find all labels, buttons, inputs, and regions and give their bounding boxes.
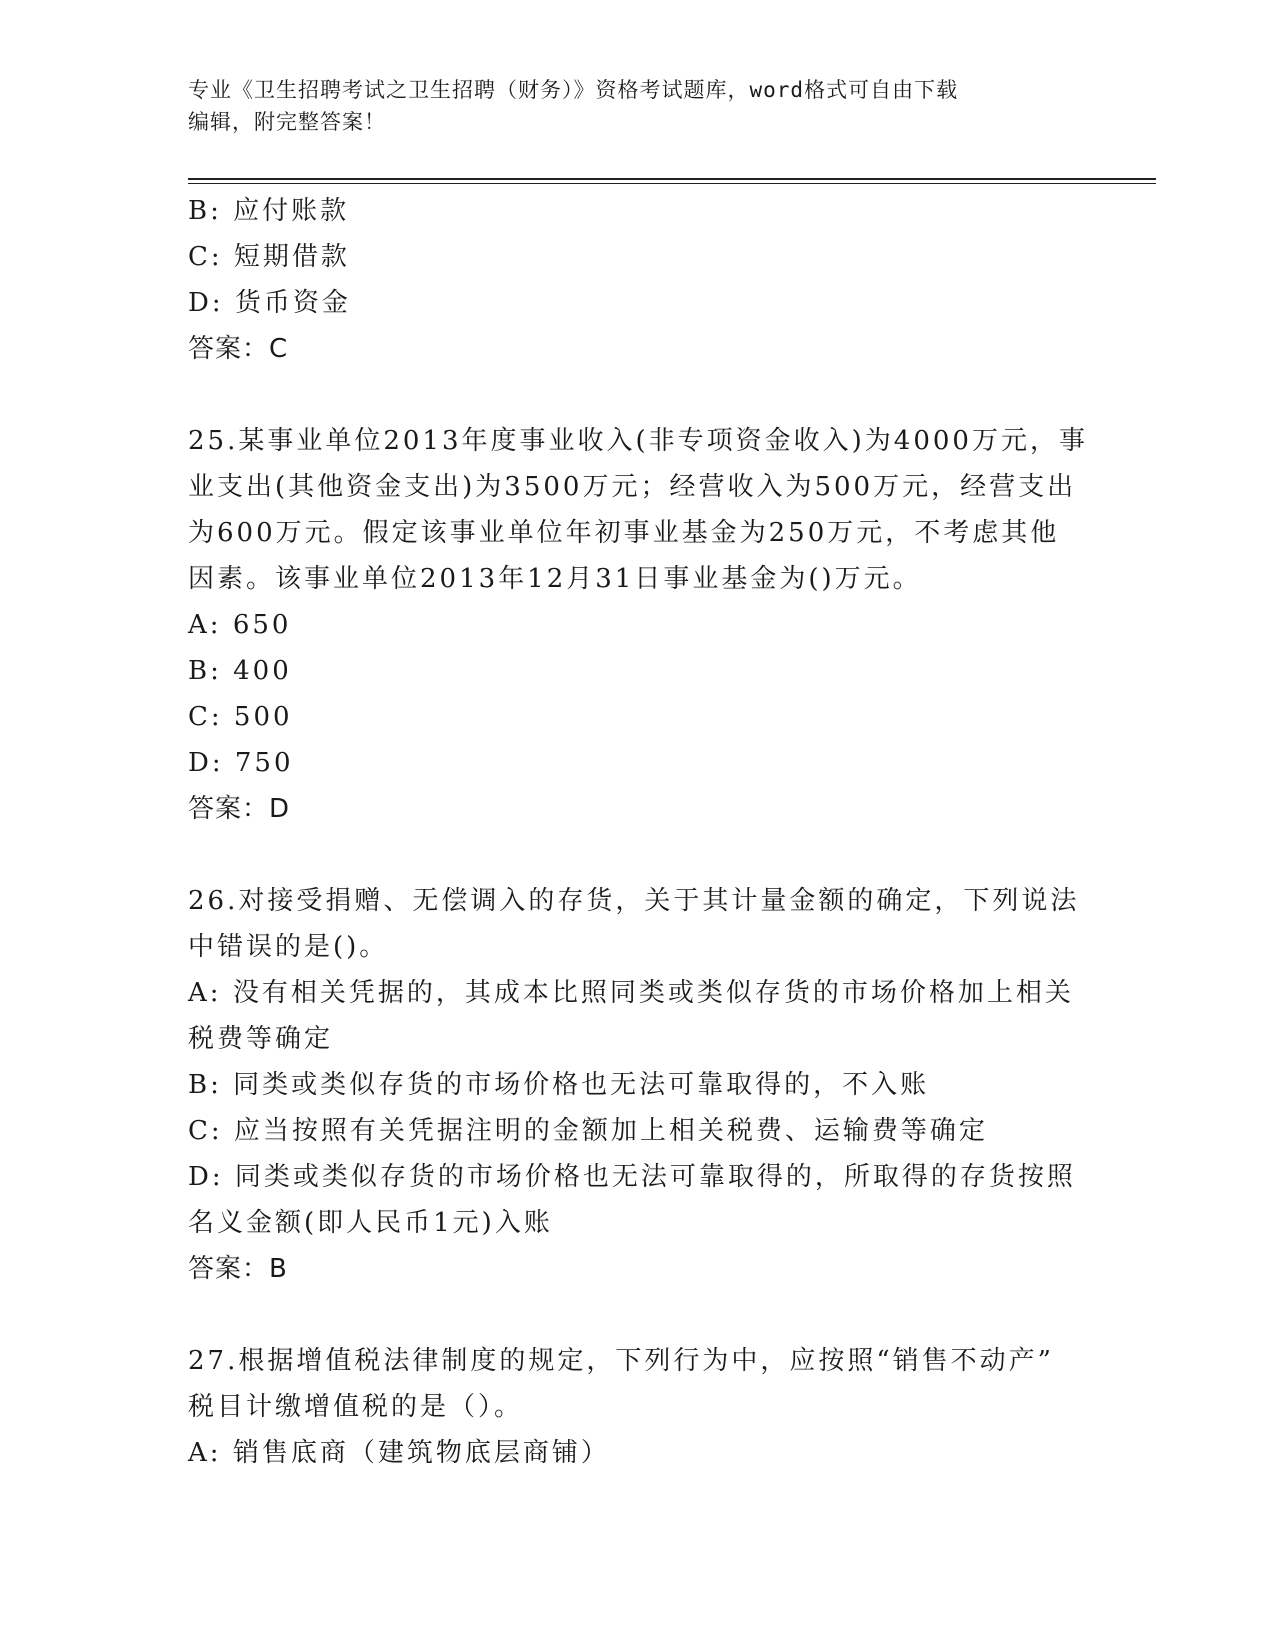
question-text-line: 25.某事业单位2013年度事业收入(非专项资金收入)为4000万元，事: [188, 426, 1088, 456]
option-a-continued: 税费等确定: [188, 1024, 334, 1054]
option-b: B: 同类或类似存货的市场价格也无法可靠取得的，不入账: [188, 1070, 930, 1100]
option-d-continued: 名义金额(即人民币1元)入账: [188, 1208, 553, 1238]
option-a: A: 没有相关凭据的，其成本比照同类或类似存货的市场价格加上相关: [188, 978, 1074, 1008]
header-rule-thick: [188, 178, 1156, 180]
option-a: A: 销售底商（建筑物底层商铺）: [188, 1438, 610, 1468]
option-b: B: 400: [188, 656, 292, 686]
question-26: [188, 878, 1088, 1292]
option-d: D: 750: [188, 748, 294, 778]
question-text-line: 27.根据增值税法律制度的规定，下列行为中，应按照“销售不动产”: [188, 1346, 1054, 1376]
question-text-line: 因素。该事业单位2013年12月31日事业基金为()万元。: [188, 564, 922, 594]
answer-line: 答案：C: [188, 334, 289, 364]
question-text-line: 业支出(其他资金支出)为3500万元；经营收入为500万元，经营支出: [188, 472, 1077, 502]
option-c: C: 短期借款: [188, 242, 350, 272]
question-25: [188, 418, 1088, 832]
option-d: D: 同类或类似存货的市场价格也无法可靠取得的，所取得的存货按照: [188, 1162, 1076, 1192]
document-header: [188, 74, 1088, 138]
option-a: A: 650: [188, 610, 292, 640]
question-24-tail: [188, 188, 1088, 372]
question-text-line: 中错误的是()。: [188, 932, 389, 962]
option-b: B: 应付账款: [188, 196, 350, 226]
header-rule-thin: [188, 183, 1156, 184]
header-line-1: 专业《卫生招聘考试之卫生招聘（财务）》资格考试题库，word格式可自由下载: [188, 78, 959, 102]
question-text-line: 为600万元。假定该事业单位年初事业基金为250万元，不考虑其他: [188, 518, 1060, 548]
document-body: [188, 188, 1088, 1476]
header-line-2: 编辑，附完整答案！: [188, 110, 386, 134]
option-c: C: 500: [188, 702, 293, 732]
question-text-line: 26.对接受捐赠、无偿调入的存货，关于其计量金额的确定，下列说法: [188, 886, 1080, 916]
answer-line: 答案：B: [188, 1254, 288, 1284]
question-text-line: 税目计缴增值税的是（）。: [188, 1392, 524, 1422]
answer-line: 答案：D: [188, 794, 291, 824]
option-c: C: 应当按照有关凭据注明的金额加上相关税费、运输费等确定: [188, 1116, 988, 1146]
option-d: D: 货币资金: [188, 288, 351, 318]
question-27: [188, 1338, 1088, 1476]
